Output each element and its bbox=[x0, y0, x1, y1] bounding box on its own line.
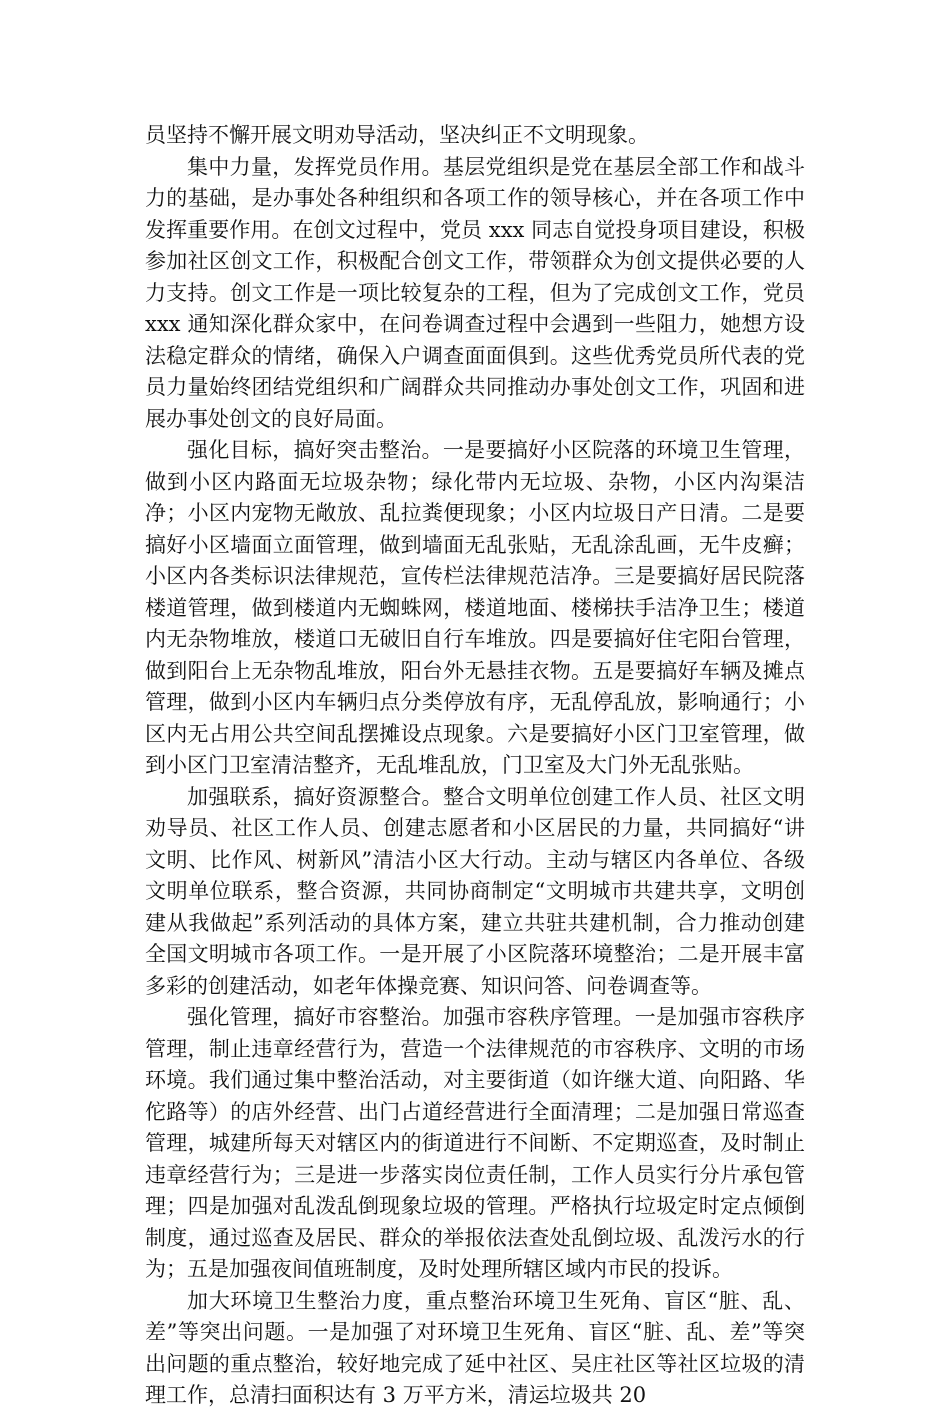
paragraph-continuation: 员坚持不懈开展文明劝导活动，坚决纠正不文明现象。 bbox=[145, 123, 649, 147]
paragraph-city-appearance: 强化管理，搞好市容整治。加强市容秩序管理。一是加强市容秩序管理，制止违章经营行为，营造一个法律规范的市容秩序、文明的市场环境。我们通过集中整治活动，对主要街道（如许继大道、向阳路、华佗路等）的店外经营、出门占道经营进行全面清理；二是加强日常巡查管理，城建所每天对辖区内的街道进行不间断、不定期巡查，及时制止违章经营行为；三是进一步落实岗位责任制，工作人员实行分片承包管理；四是加强对乱泼乱倒现象垃圾的管理。严格执行垃圾定时定点倾倒制度，通过巡查及居民、群众的举报依法查处乱倒垃圾、乱泼污水的行为；五是加强夜间值班制度，及时处理所辖区域内市民的投诉。 bbox=[145, 1005, 805, 1281]
paragraph-targeted-rectification: 强化目标，搞好突击整治。一是要搞好小区院落的环境卫生管理，做到小区内路面无垃圾杂物；绿化带内无垃圾、杂物，小区内沟渠洁净；小区内宠物无敞放、乱拉粪便现象；小区内垃圾日产日清。二是要搞好小区墙面立面管理，做到墙面无乱张贴，无乱涂乱画，无牛皮癣；小区内各类标识法律规范，宣传栏法律规范洁净。三是要搞好居民院落楼道管理，做到楼道内无蜘蛛网，楼道地面、楼梯扶手洁净卫生；楼道内无杂物堆放，楼道口无破旧自行车堆放。四是要搞好住宅阳台管理，做到阳台上无杂物乱堆放，阳台外无悬挂衣物。五是要搞好车辆及摊点管理，做到小区内车辆归点分类停放有序，无乱停乱放，影响通行；小区内无占用公共空间乱摆摊设点现象。六是要搞好小区门卫室管理，做到小区门卫室清洁整齐，无乱堆乱放，门卫室及大门外无乱张贴。 bbox=[145, 438, 805, 777]
paragraph-environmental-sanitation: 加大环境卫生整治力度，重点整治环境卫生死角、盲区“脏、乱、差”等突出问题。一是加强了对环境卫生死角、盲区“脏、乱、差”等突出问题的重点整治，较好地完成了延中社区、吴庄社区等社区垃圾的清理工作，总清扫面积达有 3 万平方米，清运垃圾共 20 bbox=[145, 1288, 805, 1407]
paragraph-resource-integration: 加强联系，搞好资源整合。整合文明单位创建工作人员、社区文明劝导员、社区工作人员、创建志愿者和小区居民的力量，共同搞好“讲文明、比作风、树新风”清洁小区大行动。主动与辖区内各单位、各级文明单位联系，整合资源，共同协商制定“文明城市共建共享，文明创建从我做起”系列活动的具体方案，建立共驻共建机制，合力推动创建全国文明城市各项工作。一是开展了小区院落环境整治；二是开展丰富多彩的创建活动，如老年体操竞赛、知识问答、问卷调查等。 bbox=[145, 784, 805, 998]
paragraph-party-members: 集中力量，发挥党员作用。基层党组织是党在基层全部工作和战斗力的基础，是办事处各种组织和各项工作的领导核心，并在各项工作中发挥重要作用。在创文过程中，党员 xxx 同志自觉投身项目建设，积极参加社区创文工作，积极配合创文工作，带领群众为创文提供必要的人力支持。创文工作是一项比较复杂的工程，但为了完成创文工作，党员 xxx 通知深化群众家中，在问卷调查过程中会遇到一些阻力，她想方设法稳定群众的情绪，确保入户调查面面俱到。这些优秀党员所代表的党员力量始终团结党组织和广阔群众共同推动办事处创文工作，巩固和进展办事处创文的良好局面。 bbox=[145, 154, 805, 431]
document-body bbox=[145, 120, 805, 1412]
